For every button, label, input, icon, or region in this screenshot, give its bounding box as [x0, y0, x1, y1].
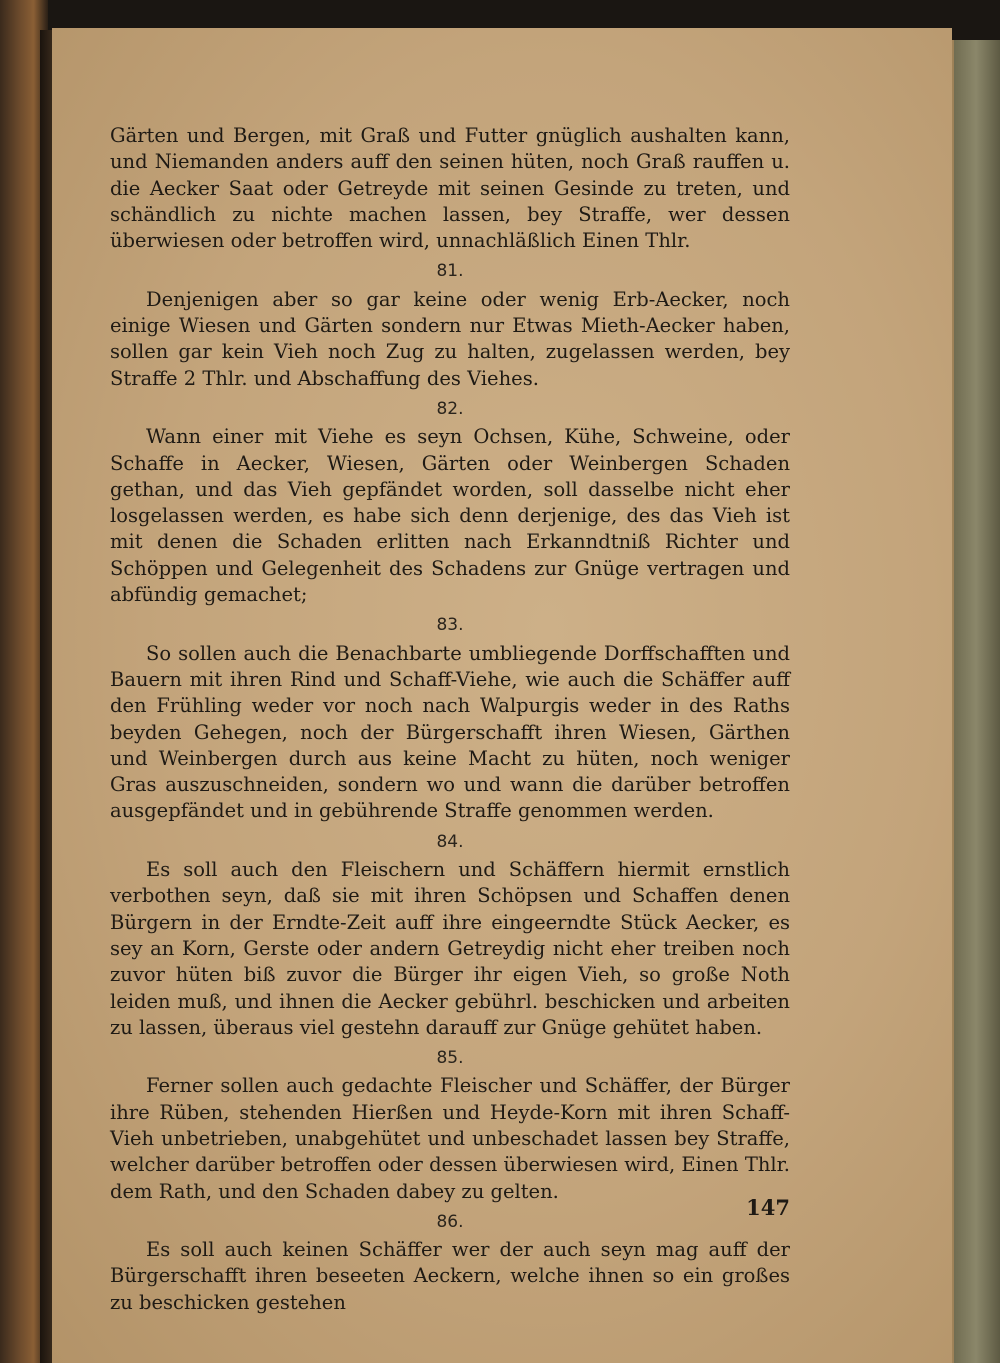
- intro-paragraph: Gärten und Bergen, mit Graß und Futter gnüglich aushalten kann, und Niemanden anders auff den seinen hüten, noch Graß rauffen u. die Aecker Saat oder Getreyde mit seinen Gesinde zu treten, und schändlich zu nichte machen lassen, bey Straffe, wer dessen überwiesen oder betroffen wird, unnachläßlich Einen Thlr.: [110, 124, 790, 253]
- section-paragraph: So sollen auch die Benachbarte umbliegende Dorffschafften und Bauern mit ihren Rind und Schaff-Viehe, wie auch die Schäffer auff den Frühling weder vor noch nach Walpurgis weder in des Raths beyden Gehegen, noch der Bürgerschafft ihren Wiesen, Gärthen und Weinbergen durch aus keine Macht zu hüten, noch weniger Gras auszuschneiden, sondern wo und wann die darüber betroffen ausgepfändet und in gebührende Straffe genommen werden.: [110, 641, 790, 823]
- book-cover-right: [952, 40, 1000, 1363]
- section-number: 86.: [436, 1211, 464, 1232]
- section-number: 85.: [436, 1048, 464, 1069]
- section-paragraph: Es soll auch den Fleischern und Schäffern hiermit ernstlich verbothen seyn, daß sie mit ihren Schöpsen und Schaffen denen Bürgern in der Erndte-Zeit auff ihre eingeerndte Stück Aecker, es sey an Korn, Gerste oder andern Getreydig nicht eher treiben noch zuvor hüten biß zuvor die Bürger ihr eigen Vieh, so große Noth leiden muß, und ihnen die Aecker gebührl. beschicken und arbeiten zu lassen, überaus viel gestehn darauff zur Gnüge gehütet haben.: [110, 858, 790, 1039]
- page-text: [110, 123, 790, 1316]
- section-number: 84.: [436, 831, 464, 852]
- section-paragraph: Es soll auch keinen Schäffer wer der auch seyn mag auff der Bürgerschafft ihren beseeten Aeckern, welche ihnen so ein großes zu beschicken gestehen: [110, 1238, 790, 1314]
- page-number: 147: [746, 1195, 790, 1220]
- section-number: 82.: [436, 398, 464, 419]
- section-paragraph: Denjenigen aber so gar keine oder wenig Erb-Aecker, noch einige Wiesen und Gärten sondern nur Etwas Mieth-Aecker haben, sollen gar kein Vieh noch Zug zu halten, zugelassen werden, bey Straffe 2 Thlr. und Abschaffung des Viehes.: [110, 287, 790, 390]
- section-number: 81.: [436, 261, 464, 282]
- section-number: 83.: [436, 615, 464, 636]
- section-paragraph: Wann einer mit Viehe es seyn Ochsen, Kühe, Schweine, oder Schaffe in Aecker, Wiesen, Gärten oder Weinbergen Schaden gethan, und das Vieh gepfändet worden, soll dasselbe nicht eher losgelassen werden, es habe sich denn derjenige, des das Vieh ist mit denen die Schaden erlitten nach Erkanndtniß Richter und Schöppen und Gelegenheit des Schadens zur Gnüge vertragen und abfündig gemachet;: [110, 425, 790, 607]
- section-paragraph: Ferner sollen auch gedachte Fleischer und Schäffer, der Bürger ihre Rüben, stehenden Hierßen und Heyde-Korn mit ihren Schaff-Vieh unbetrieben, unabgehütet und unbeschadet lassen bey Straffe, welcher darüber betroffen oder dessen überwiesen wird, Einen Thlr. dem Rath, und den Schaden dabey zu gelten.: [110, 1074, 790, 1203]
